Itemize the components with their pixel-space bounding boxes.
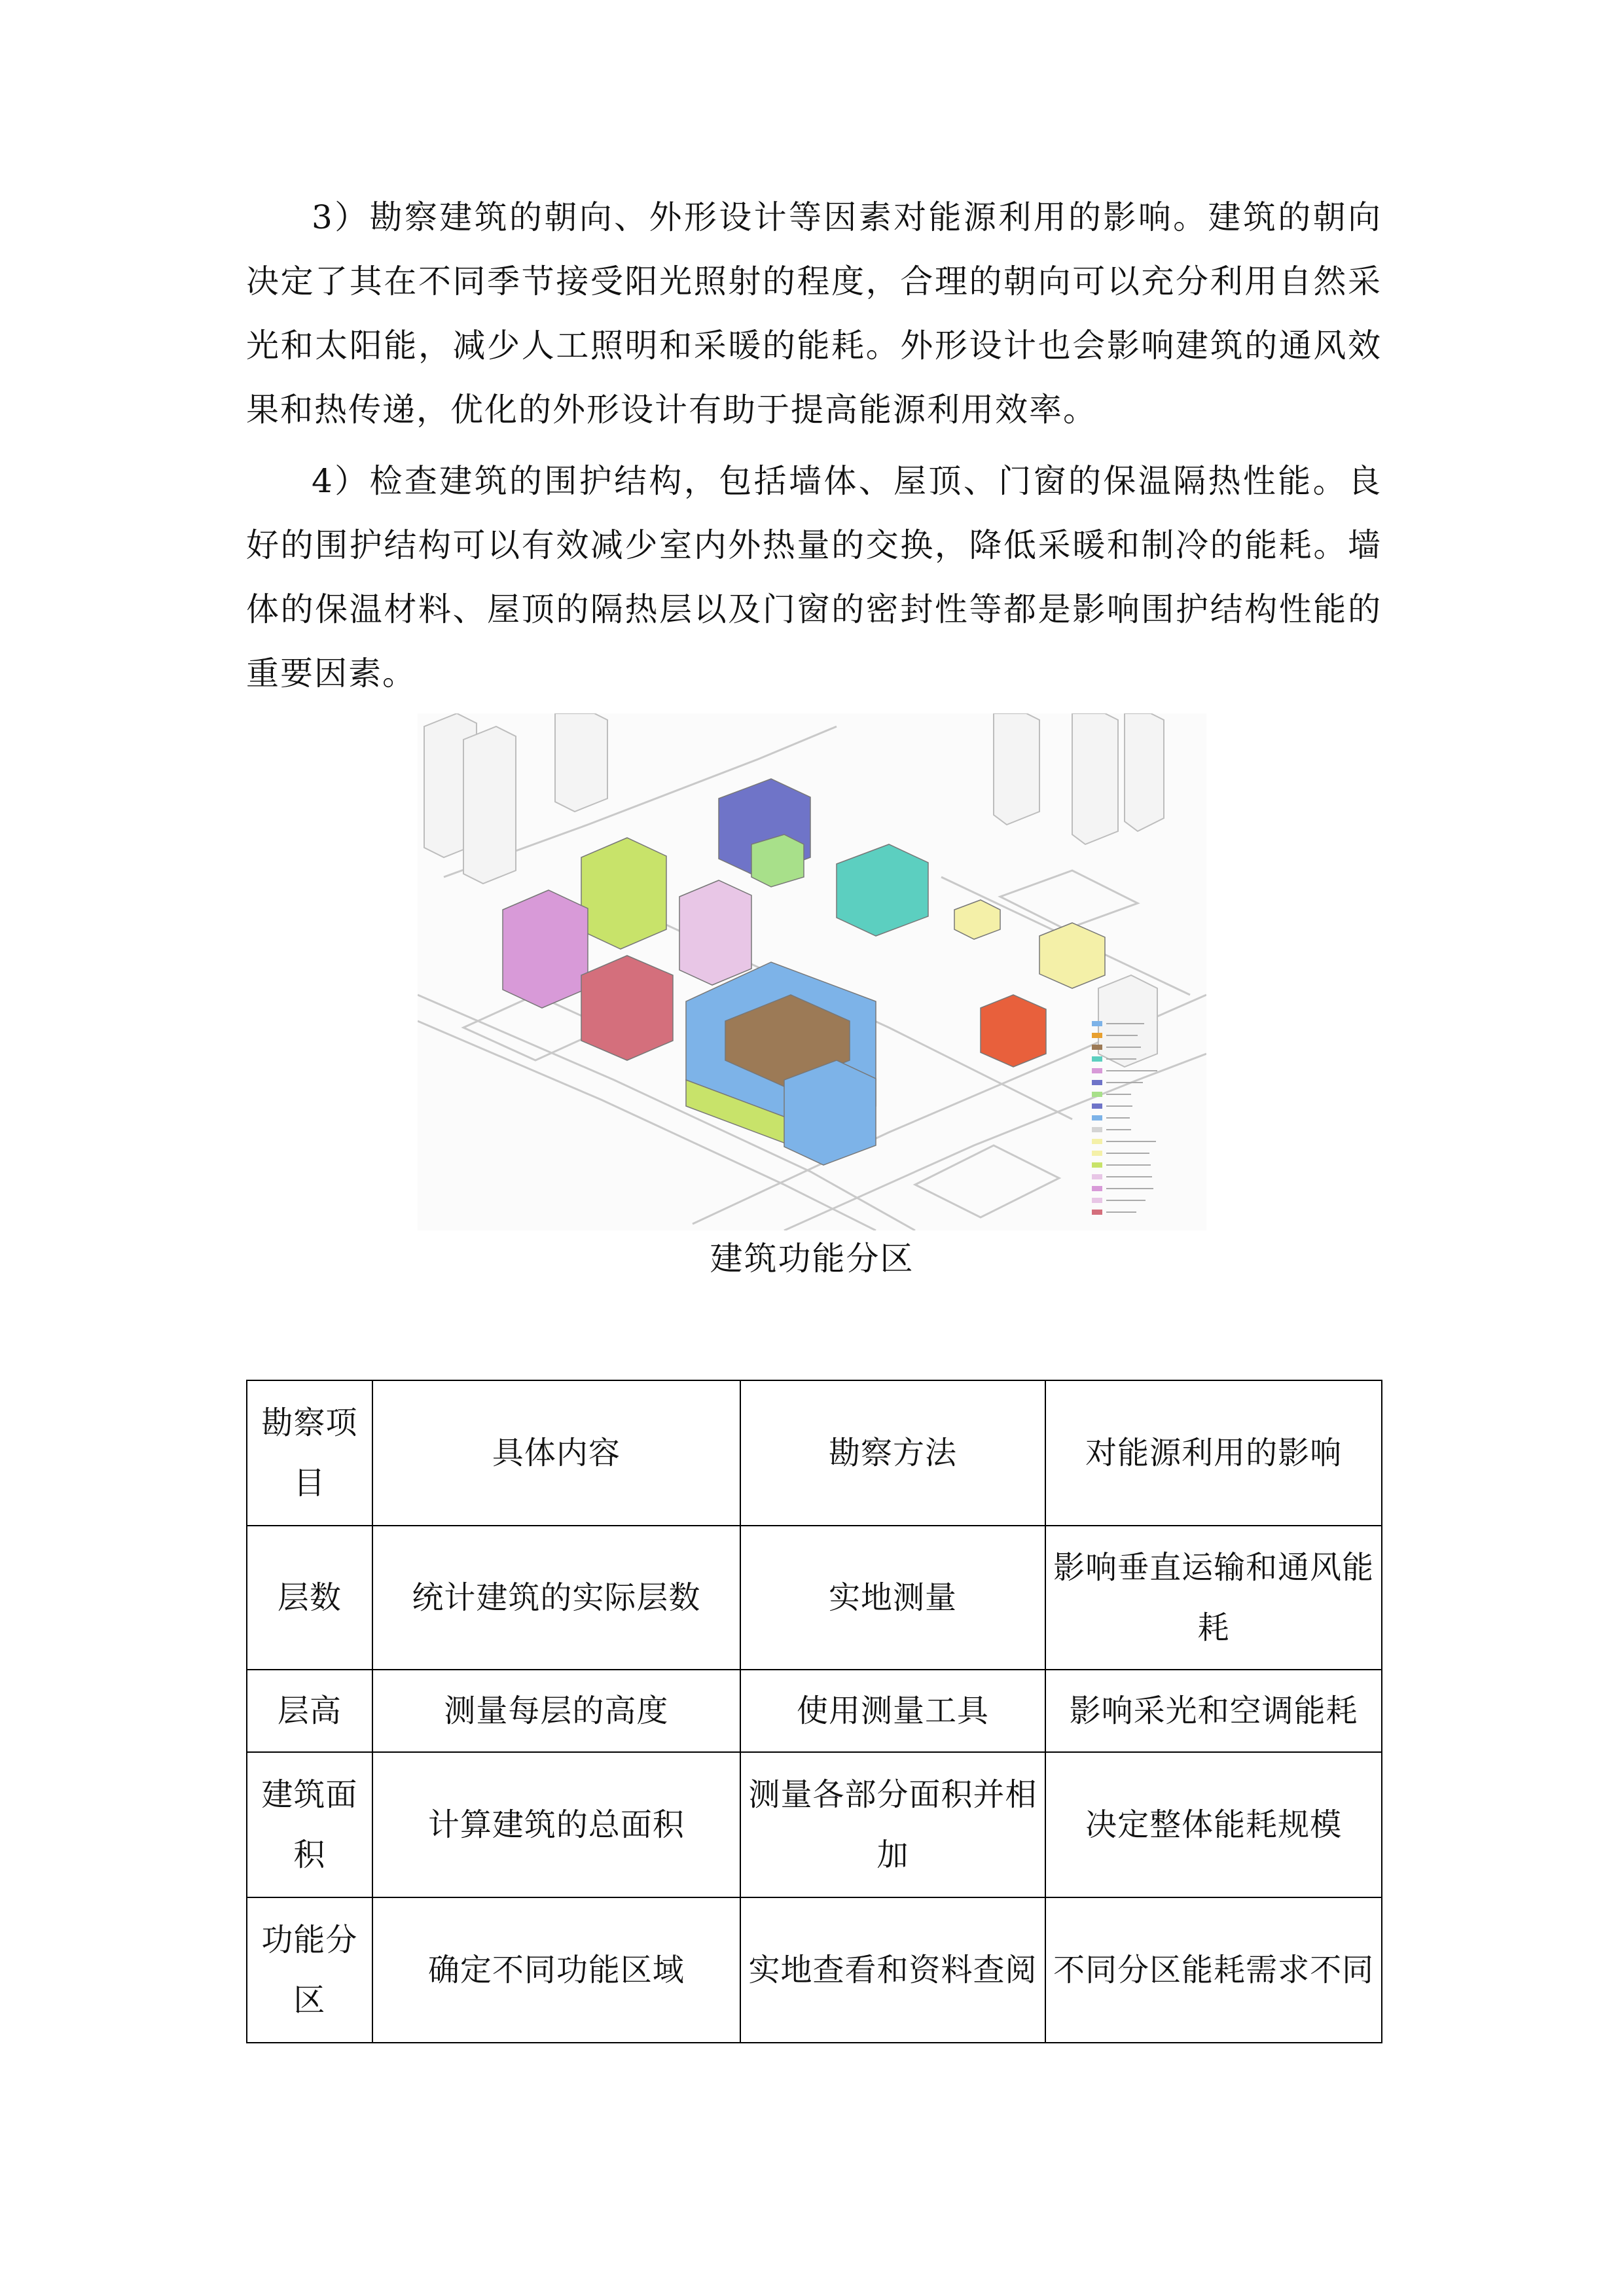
header-cell: 勘察方法 [740,1380,1045,1526]
table-cell: 层高 [247,1670,372,1752]
survey-table [246,1380,1382,2043]
building-lime [581,838,666,949]
building-orange-red [981,995,1046,1067]
building-pink [503,890,588,1008]
building-light-green [751,834,804,887]
table-cell: 测量各部分面积并相加 [740,1752,1045,1897]
paragraph-envelope: 4）检查建筑的围护结构，包括墙体、屋顶、门窗的保温隔热性能。良好的围护结构可以有效减少室内外热量的交换，降低采暖和制冷的能耗。墙体的保温材料、屋顶的隔热层以及门窗的密封性等都是影响围护结构性能的重要因素。 [246,462,1382,692]
table-cell: 功能分区 [247,1897,372,2043]
header-cell: 对能源利用的影响 [1045,1380,1382,1526]
building-pale-yellow-small [954,900,1000,939]
building-blue-wing [784,1060,876,1165]
table-cell: 建筑面积 [247,1752,372,1897]
building-pale-yellow [1039,923,1105,988]
axonometric-illustration [418,713,1206,1230]
table-row [247,1526,1382,1670]
table-cell: 实地测量 [740,1526,1045,1670]
table-header-row [247,1380,1382,1526]
table-cell: 测量每层的高度 [372,1670,740,1752]
table-row [247,1897,1382,2043]
building-light-pink [679,880,751,985]
zoned-buildings [503,779,1105,1165]
table-cell: 影响采光和空调能耗 [1045,1670,1382,1752]
table-cell: 决定整体能耗规模 [1045,1752,1382,1897]
header-cell: 具体内容 [372,1380,740,1526]
paragraph-orientation: 3）勘察建筑的朝向、外形设计等因素对能源利用的影响。建筑的朝向决定了其在不同季节接受阳光照射的程度，合理的朝向可以充分利用自然采光和太阳能，减少人工照明和采暖的能耗。外形设计也会影响建筑的通风效果和热传递，优化的外形设计有助于提高能源利用效率。 [246,198,1382,429]
building-rose [581,956,673,1060]
table-cell: 统计建筑的实际层数 [372,1526,740,1670]
table-cell: 使用测量工具 [740,1670,1045,1752]
table-cell: 计算建筑的总面积 [372,1752,740,1897]
table-cell: 不同分区能耗需求不同 [1045,1897,1382,2043]
header-cell: 勘察项目 [247,1380,372,1526]
table-row [247,1670,1382,1752]
building-function-zoning-figure [418,713,1206,1230]
table-cell: 实地查看和资料查阅 [740,1897,1045,2043]
building-teal [837,844,928,936]
table-cell: 层数 [247,1526,372,1670]
table-row [247,1752,1382,1897]
table-cell: 确定不同功能区域 [372,1897,740,2043]
figure-caption: 建筑功能分区 [710,1240,914,1278]
table-cell: 影响垂直运输和通风能耗 [1045,1526,1382,1670]
